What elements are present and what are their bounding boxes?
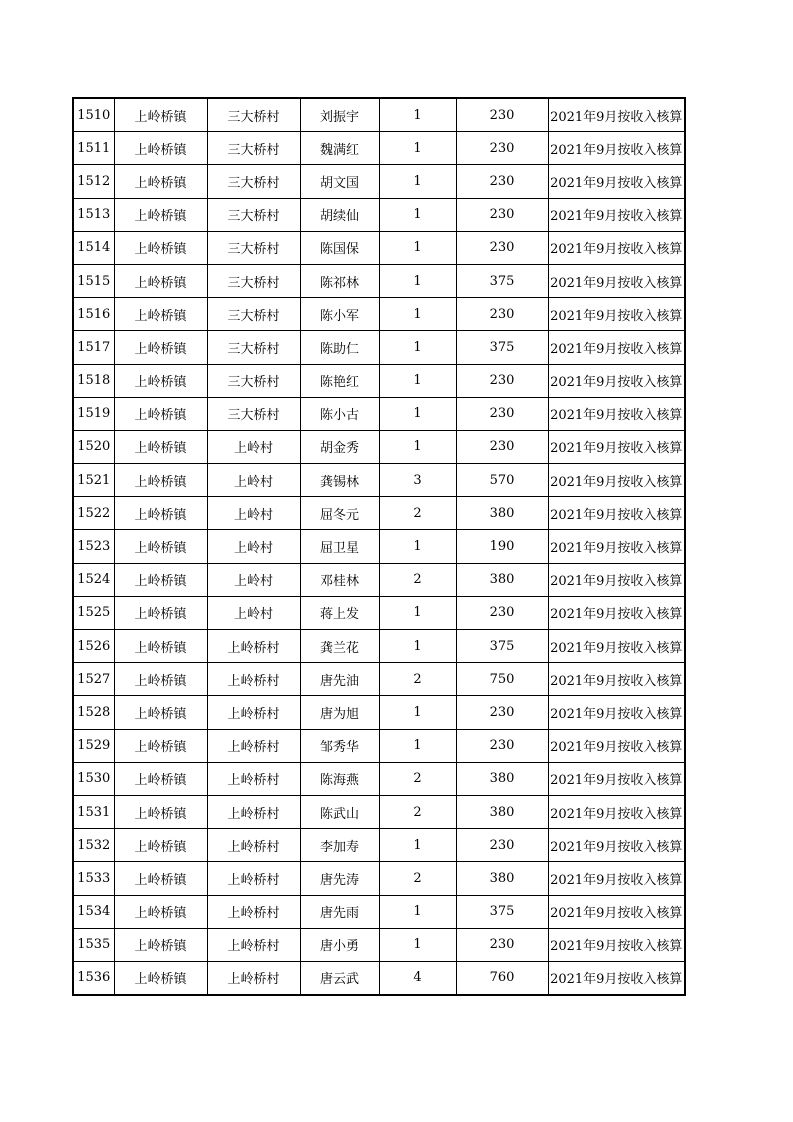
people-count-cell: 1 (379, 895, 456, 928)
note-cell: 2021年9月按收入核算 (548, 165, 685, 198)
village-cell: 三大桥村 (207, 364, 300, 397)
amount-cell: 375 (456, 895, 548, 928)
name-cell: 陈祁林 (300, 264, 379, 297)
amount-cell: 230 (456, 696, 548, 729)
village-cell: 上岭桥村 (207, 862, 300, 895)
amount-cell: 380 (456, 762, 548, 795)
row-number-cell: 1533 (73, 862, 114, 895)
people-count-cell: 2 (379, 795, 456, 828)
table-row (73, 198, 685, 231)
row-number-cell: 1513 (73, 198, 114, 231)
village-cell: 上岭村 (207, 497, 300, 530)
town-cell: 上岭桥镇 (114, 596, 207, 629)
row-number-cell: 1525 (73, 596, 114, 629)
row-number-cell: 1512 (73, 165, 114, 198)
table-row (73, 430, 685, 463)
town-cell: 上岭桥镇 (114, 165, 207, 198)
town-cell: 上岭桥镇 (114, 762, 207, 795)
note-cell: 2021年9月按收入核算 (548, 729, 685, 762)
table-row (73, 663, 685, 696)
note-cell: 2021年9月按收入核算 (548, 630, 685, 663)
people-count-cell: 1 (379, 298, 456, 331)
note-cell: 2021年9月按收入核算 (548, 862, 685, 895)
village-cell: 上岭桥村 (207, 795, 300, 828)
town-cell: 上岭桥镇 (114, 397, 207, 430)
name-cell: 胡文国 (300, 165, 379, 198)
table-row (73, 464, 685, 497)
village-cell: 三大桥村 (207, 132, 300, 165)
amount-cell: 230 (456, 596, 548, 629)
village-cell: 上岭桥村 (207, 895, 300, 928)
note-cell: 2021年9月按收入核算 (548, 829, 685, 862)
name-cell: 龚锡林 (300, 464, 379, 497)
name-cell: 陈小古 (300, 397, 379, 430)
table-row (73, 497, 685, 530)
amount-cell: 750 (456, 663, 548, 696)
table-row (73, 364, 685, 397)
people-count-cell: 2 (379, 663, 456, 696)
village-cell: 三大桥村 (207, 98, 300, 132)
note-cell: 2021年9月按收入核算 (548, 264, 685, 297)
name-cell: 李加寿 (300, 829, 379, 862)
amount-cell: 230 (456, 364, 548, 397)
town-cell: 上岭桥镇 (114, 464, 207, 497)
village-cell: 上岭村 (207, 530, 300, 563)
people-count-cell: 2 (379, 497, 456, 530)
row-number-cell: 1528 (73, 696, 114, 729)
row-number-cell: 1522 (73, 497, 114, 530)
table-row (73, 729, 685, 762)
table-row (73, 331, 685, 364)
note-cell: 2021年9月按收入核算 (548, 331, 685, 364)
village-cell: 三大桥村 (207, 298, 300, 331)
people-count-cell: 1 (379, 98, 456, 132)
town-cell: 上岭桥镇 (114, 98, 207, 132)
name-cell: 胡续仙 (300, 198, 379, 231)
people-count-cell: 1 (379, 264, 456, 297)
note-cell: 2021年9月按收入核算 (548, 298, 685, 331)
row-number-cell: 1515 (73, 264, 114, 297)
village-cell: 上岭桥村 (207, 630, 300, 663)
name-cell: 邹秀华 (300, 729, 379, 762)
people-count-cell: 1 (379, 530, 456, 563)
table-row (73, 397, 685, 430)
amount-cell: 375 (456, 331, 548, 364)
table-row (73, 762, 685, 795)
town-cell: 上岭桥镇 (114, 198, 207, 231)
village-cell: 三大桥村 (207, 264, 300, 297)
village-cell: 三大桥村 (207, 331, 300, 364)
people-count-cell: 2 (379, 862, 456, 895)
table-row (73, 829, 685, 862)
table-row (73, 98, 685, 132)
table-row (73, 132, 685, 165)
table-row (73, 165, 685, 198)
name-cell: 屈卫星 (300, 530, 379, 563)
village-cell: 三大桥村 (207, 231, 300, 264)
table-row (73, 563, 685, 596)
town-cell: 上岭桥镇 (114, 829, 207, 862)
village-cell: 上岭桥村 (207, 762, 300, 795)
row-number-cell: 1521 (73, 464, 114, 497)
note-cell: 2021年9月按收入核算 (548, 397, 685, 430)
row-number-cell: 1524 (73, 563, 114, 596)
people-count-cell: 1 (379, 331, 456, 364)
note-cell: 2021年9月按收入核算 (548, 696, 685, 729)
people-count-cell: 1 (379, 397, 456, 430)
village-cell: 上岭村 (207, 430, 300, 463)
town-cell: 上岭桥镇 (114, 928, 207, 961)
village-cell: 上岭桥村 (207, 663, 300, 696)
people-count-cell: 1 (379, 696, 456, 729)
name-cell: 唐先油 (300, 663, 379, 696)
town-cell: 上岭桥镇 (114, 696, 207, 729)
table-row (73, 596, 685, 629)
town-cell: 上岭桥镇 (114, 430, 207, 463)
name-cell: 陈助仁 (300, 331, 379, 364)
note-cell: 2021年9月按收入核算 (548, 663, 685, 696)
amount-cell: 375 (456, 264, 548, 297)
people-count-cell: 1 (379, 729, 456, 762)
amount-cell: 230 (456, 298, 548, 331)
note-cell: 2021年9月按收入核算 (548, 98, 685, 132)
note-cell: 2021年9月按收入核算 (548, 497, 685, 530)
amount-cell: 380 (456, 563, 548, 596)
amount-cell: 380 (456, 497, 548, 530)
village-cell: 三大桥村 (207, 397, 300, 430)
row-number-cell: 1530 (73, 762, 114, 795)
people-count-cell: 1 (379, 829, 456, 862)
village-cell: 上岭桥村 (207, 928, 300, 961)
name-cell: 陈国保 (300, 231, 379, 264)
note-cell: 2021年9月按收入核算 (548, 198, 685, 231)
row-number-cell: 1516 (73, 298, 114, 331)
row-number-cell: 1520 (73, 430, 114, 463)
row-number-cell: 1534 (73, 895, 114, 928)
note-cell: 2021年9月按收入核算 (548, 961, 685, 995)
note-cell: 2021年9月按收入核算 (548, 895, 685, 928)
row-number-cell: 1527 (73, 663, 114, 696)
row-number-cell: 1531 (73, 795, 114, 828)
people-count-cell: 1 (379, 630, 456, 663)
amount-cell: 230 (456, 132, 548, 165)
amount-cell: 190 (456, 530, 548, 563)
amount-cell: 230 (456, 231, 548, 264)
town-cell: 上岭桥镇 (114, 895, 207, 928)
village-cell: 上岭村 (207, 563, 300, 596)
town-cell: 上岭桥镇 (114, 663, 207, 696)
village-cell: 上岭村 (207, 464, 300, 497)
row-number-cell: 1529 (73, 729, 114, 762)
name-cell: 屈冬元 (300, 497, 379, 530)
amount-cell: 760 (456, 961, 548, 995)
amount-cell: 230 (456, 98, 548, 132)
table-row (73, 630, 685, 663)
town-cell: 上岭桥镇 (114, 497, 207, 530)
people-count-cell: 1 (379, 364, 456, 397)
amount-cell: 230 (456, 729, 548, 762)
village-cell: 上岭桥村 (207, 961, 300, 995)
note-cell: 2021年9月按收入核算 (548, 530, 685, 563)
name-cell: 唐先涛 (300, 862, 379, 895)
note-cell: 2021年9月按收入核算 (548, 928, 685, 961)
town-cell: 上岭桥镇 (114, 862, 207, 895)
amount-cell: 230 (456, 928, 548, 961)
village-cell: 上岭桥村 (207, 696, 300, 729)
people-count-cell: 1 (379, 596, 456, 629)
row-number-cell: 1532 (73, 829, 114, 862)
name-cell: 刘振宇 (300, 98, 379, 132)
amount-cell: 375 (456, 630, 548, 663)
note-cell: 2021年9月按收入核算 (548, 795, 685, 828)
name-cell: 魏满红 (300, 132, 379, 165)
note-cell: 2021年9月按收入核算 (548, 430, 685, 463)
row-number-cell: 1511 (73, 132, 114, 165)
row-number-cell: 1536 (73, 961, 114, 995)
amount-cell: 230 (456, 198, 548, 231)
town-cell: 上岭桥镇 (114, 795, 207, 828)
people-count-cell: 3 (379, 464, 456, 497)
people-count-cell: 1 (379, 231, 456, 264)
town-cell: 上岭桥镇 (114, 630, 207, 663)
amount-cell: 230 (456, 165, 548, 198)
people-count-cell: 1 (379, 430, 456, 463)
row-number-cell: 1510 (73, 98, 114, 132)
town-cell: 上岭桥镇 (114, 264, 207, 297)
note-cell: 2021年9月按收入核算 (548, 231, 685, 264)
town-cell: 上岭桥镇 (114, 364, 207, 397)
amount-cell: 230 (456, 430, 548, 463)
table-row (73, 298, 685, 331)
village-cell: 三大桥村 (207, 198, 300, 231)
people-count-cell: 4 (379, 961, 456, 995)
village-cell: 上岭村 (207, 596, 300, 629)
row-number-cell: 1518 (73, 364, 114, 397)
row-number-cell: 1523 (73, 530, 114, 563)
row-number-cell: 1517 (73, 331, 114, 364)
amount-cell: 380 (456, 795, 548, 828)
amount-cell: 230 (456, 829, 548, 862)
row-number-cell: 1526 (73, 630, 114, 663)
name-cell: 陈武山 (300, 795, 379, 828)
table-row (73, 530, 685, 563)
name-cell: 唐先雨 (300, 895, 379, 928)
people-count-cell: 1 (379, 928, 456, 961)
town-cell: 上岭桥镇 (114, 231, 207, 264)
table-body (73, 98, 685, 995)
note-cell: 2021年9月按收入核算 (548, 762, 685, 795)
people-count-cell: 1 (379, 198, 456, 231)
name-cell: 唐小勇 (300, 928, 379, 961)
town-cell: 上岭桥镇 (114, 961, 207, 995)
name-cell: 陈海燕 (300, 762, 379, 795)
name-cell: 邓桂林 (300, 563, 379, 596)
name-cell: 唐为旭 (300, 696, 379, 729)
village-cell: 上岭桥村 (207, 829, 300, 862)
table-row (73, 961, 685, 995)
town-cell: 上岭桥镇 (114, 729, 207, 762)
town-cell: 上岭桥镇 (114, 563, 207, 596)
row-number-cell: 1519 (73, 397, 114, 430)
table-row (73, 264, 685, 297)
note-cell: 2021年9月按收入核算 (548, 364, 685, 397)
row-number-cell: 1514 (73, 231, 114, 264)
note-cell: 2021年9月按收入核算 (548, 132, 685, 165)
amount-cell: 570 (456, 464, 548, 497)
amount-cell: 380 (456, 862, 548, 895)
name-cell: 龚兰花 (300, 630, 379, 663)
name-cell: 蒋上发 (300, 596, 379, 629)
town-cell: 上岭桥镇 (114, 530, 207, 563)
name-cell: 胡金秀 (300, 430, 379, 463)
note-cell: 2021年9月按收入核算 (548, 563, 685, 596)
people-count-cell: 2 (379, 762, 456, 795)
people-count-cell: 1 (379, 165, 456, 198)
table-row (73, 231, 685, 264)
name-cell: 陈艳红 (300, 364, 379, 397)
note-cell: 2021年9月按收入核算 (548, 596, 685, 629)
people-count-cell: 2 (379, 563, 456, 596)
row-number-cell: 1535 (73, 928, 114, 961)
table-row (73, 696, 685, 729)
note-cell: 2021年9月按收入核算 (548, 464, 685, 497)
town-cell: 上岭桥镇 (114, 132, 207, 165)
people-count-cell: 1 (379, 132, 456, 165)
village-cell: 三大桥村 (207, 165, 300, 198)
table-row (73, 795, 685, 828)
table-row (73, 895, 685, 928)
village-cell: 上岭桥村 (207, 729, 300, 762)
table-row (73, 928, 685, 961)
town-cell: 上岭桥镇 (114, 331, 207, 364)
name-cell: 唐云武 (300, 961, 379, 995)
amount-cell: 230 (456, 397, 548, 430)
table-row (73, 862, 685, 895)
data-table (72, 97, 686, 996)
town-cell: 上岭桥镇 (114, 298, 207, 331)
name-cell: 陈小军 (300, 298, 379, 331)
